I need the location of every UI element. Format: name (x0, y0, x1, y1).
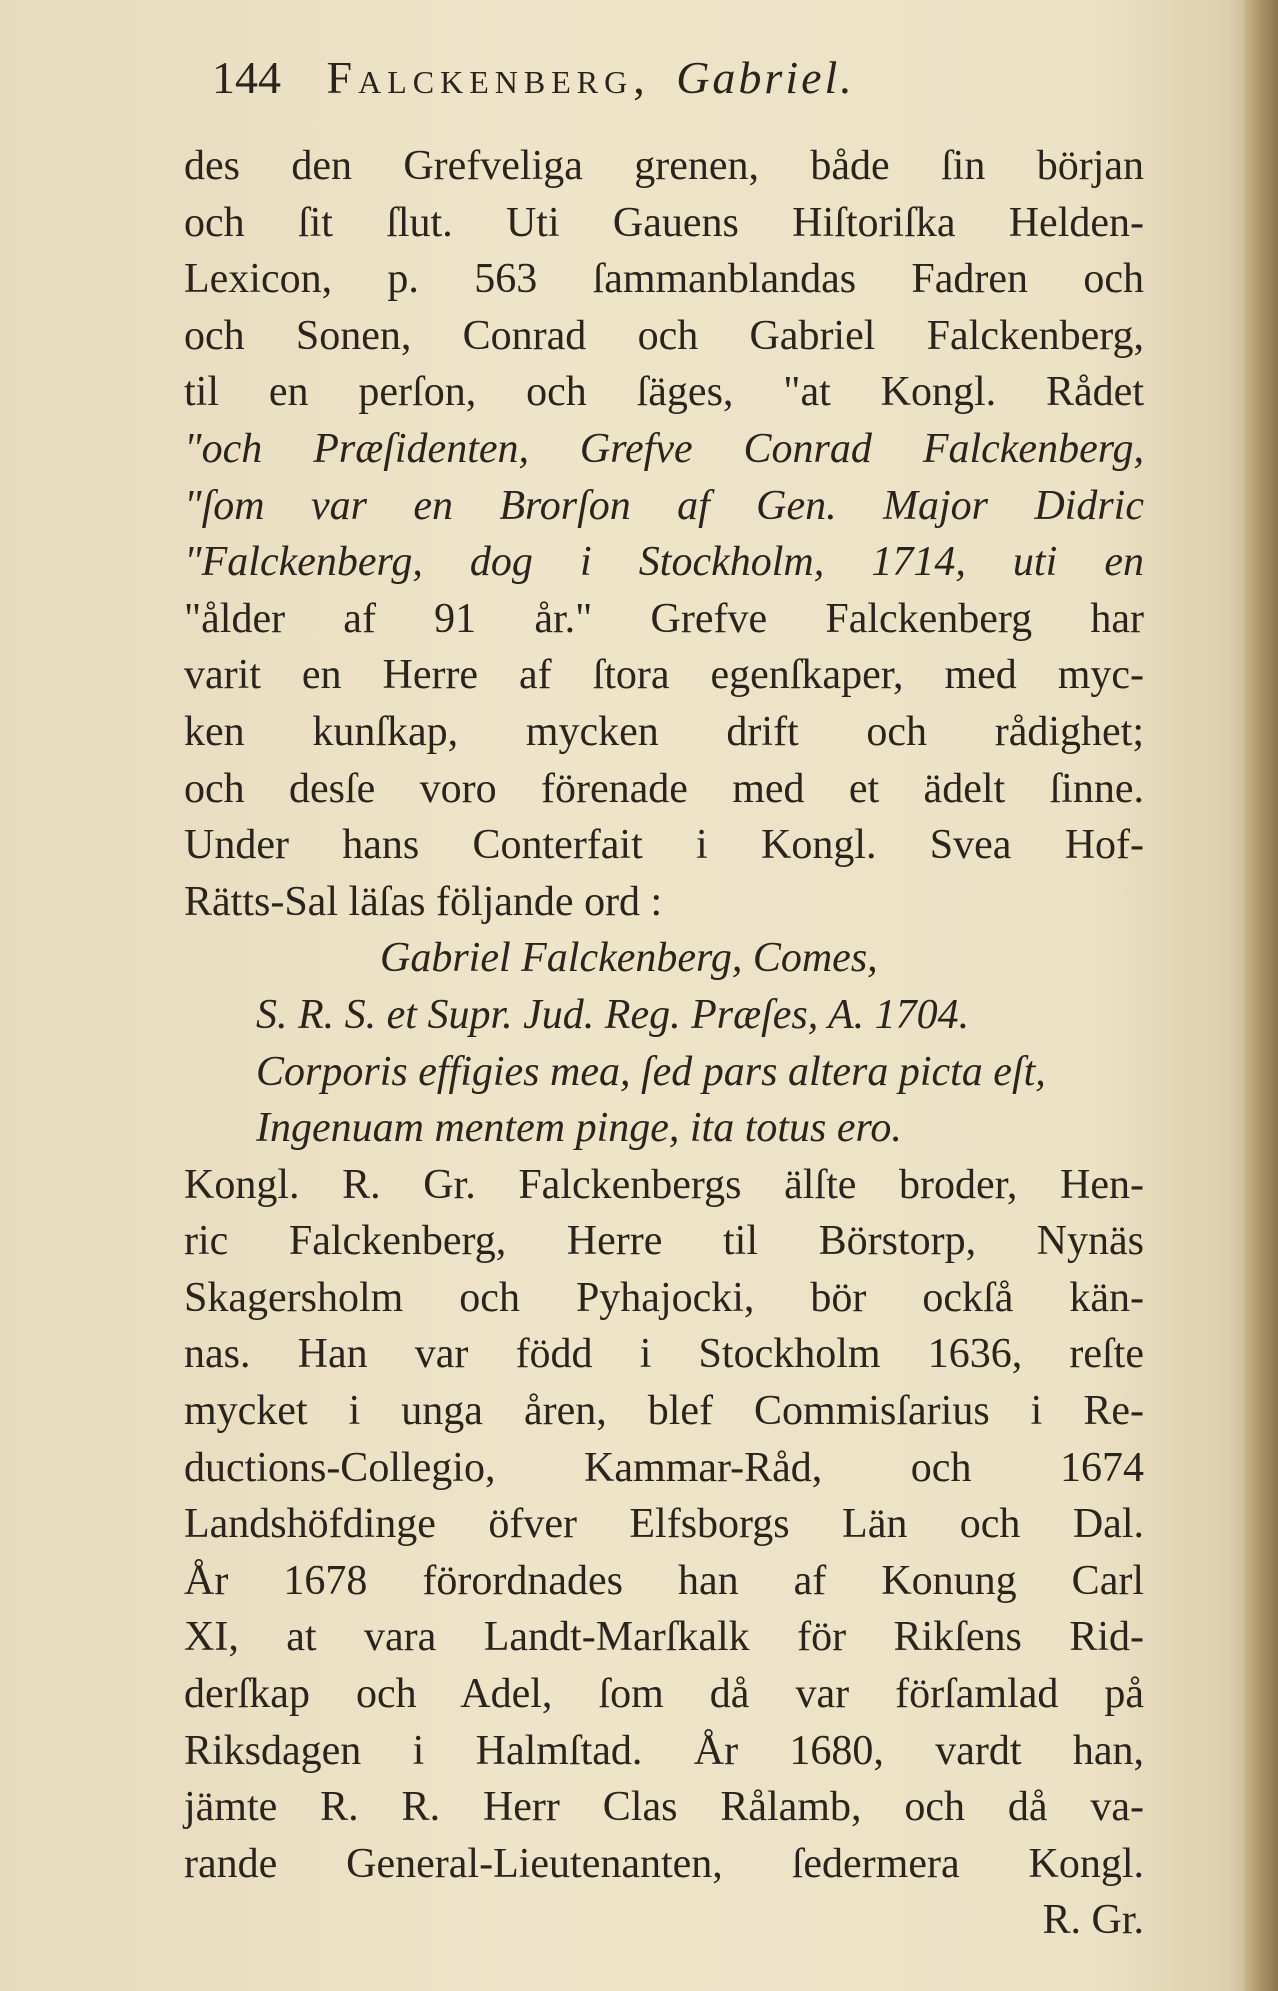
text-line: "Falckenberg, dog i Stockholm, 1714, uti en (184, 539, 1144, 586)
text-line: ductions-Collegio, Kammar-Råd, och 1674 (184, 1444, 1144, 1491)
text-line: Kongl. R. Gr. Falckenbergs älſte broder, Hen- (184, 1161, 1144, 1208)
running-header (212, 48, 1112, 108)
text-line: ric Falckenberg, Herre til Börstorp, Nynäs (184, 1218, 1144, 1265)
text-line: och Sonen, Conrad och Gabriel Falckenberg, (184, 312, 1144, 359)
header-given-name: Gabriel. (676, 52, 855, 103)
page-text (184, 138, 1144, 1949)
page-number: 144 (212, 52, 281, 103)
inscription-line: S. R. S. et Supr. Jud. Reg. Præſes, A. 1704. (256, 991, 970, 1038)
text-line: och desſe voro förenade med et ädelt ſinne. (184, 765, 1144, 812)
text-line: nas. Han var född i Stockholm 1636, reſte (184, 1331, 1144, 1378)
text-line: Lexicon, p. 563 ſammanblandas Fadren och (184, 256, 1144, 303)
text-line: XI, at vara Landt-Marſkalk för Rikſens Rid- (184, 1614, 1144, 1661)
inscription-line: Gabriel Falckenberg, Comes, (380, 935, 878, 982)
header-surname: Falckenberg, (326, 52, 651, 103)
inscription-line: Corporis effigies mea, ſed pars altera picta eſt, (256, 1048, 1046, 1095)
text-line: Riksdagen i Halmſtad. År 1680, vardt han, (184, 1727, 1144, 1774)
text-line: des den Grefveliga grenen, både ſin början (184, 143, 1144, 189)
text-line: "och Præſidenten, Grefve Conrad Falckenberg, (184, 425, 1144, 472)
text-line: til en perſon, och ſäges, "at Kongl. Rådet (184, 369, 1144, 416)
text-line: År 1678 förordnades han af Konung Carl (184, 1557, 1144, 1604)
text-line: varit en Herre af ſtora egenſkaper, med myc- (184, 652, 1144, 699)
text-line: ken kunſkap, mycken drift och rådighet; (184, 708, 1144, 755)
text-line: Landshöfdinge öfver Elfsborgs Län och Dal. (184, 1501, 1144, 1548)
text-line: "ålder af 91 år." Grefve Falckenberg har (184, 595, 1144, 642)
page-edge (1244, 0, 1278, 1991)
text-line: jämte R. R. Herr Clas Rålamb, och då va- (184, 1784, 1144, 1831)
text-line: mycket i unga åren, blef Commisſarius i Re- (184, 1388, 1144, 1435)
catchword: R. Gr. (1042, 1897, 1144, 1944)
text-line: Under hans Conterfait i Kongl. Svea Hof- (184, 822, 1144, 869)
text-line: derſkap och Adel, ſom då var förſamlad på (184, 1671, 1144, 1718)
text-line: Rätts-Sal läſas följande ord : (184, 878, 663, 925)
text-line: "ſom var en Brorſon af Gen. Major Didric (184, 482, 1144, 529)
inscription-line: Ingenuam mentem pinge, ita totus ero. (256, 1105, 902, 1152)
text-line: och ſit ſlut. Uti Gauens Hiſtoriſka Helden- (184, 199, 1144, 246)
text-line: rande General-Lieutenanten, ſedermera Kongl. (184, 1840, 1144, 1887)
text-line: Skagersholm och Pyhajocki, bör ockſå kän- (184, 1274, 1144, 1321)
